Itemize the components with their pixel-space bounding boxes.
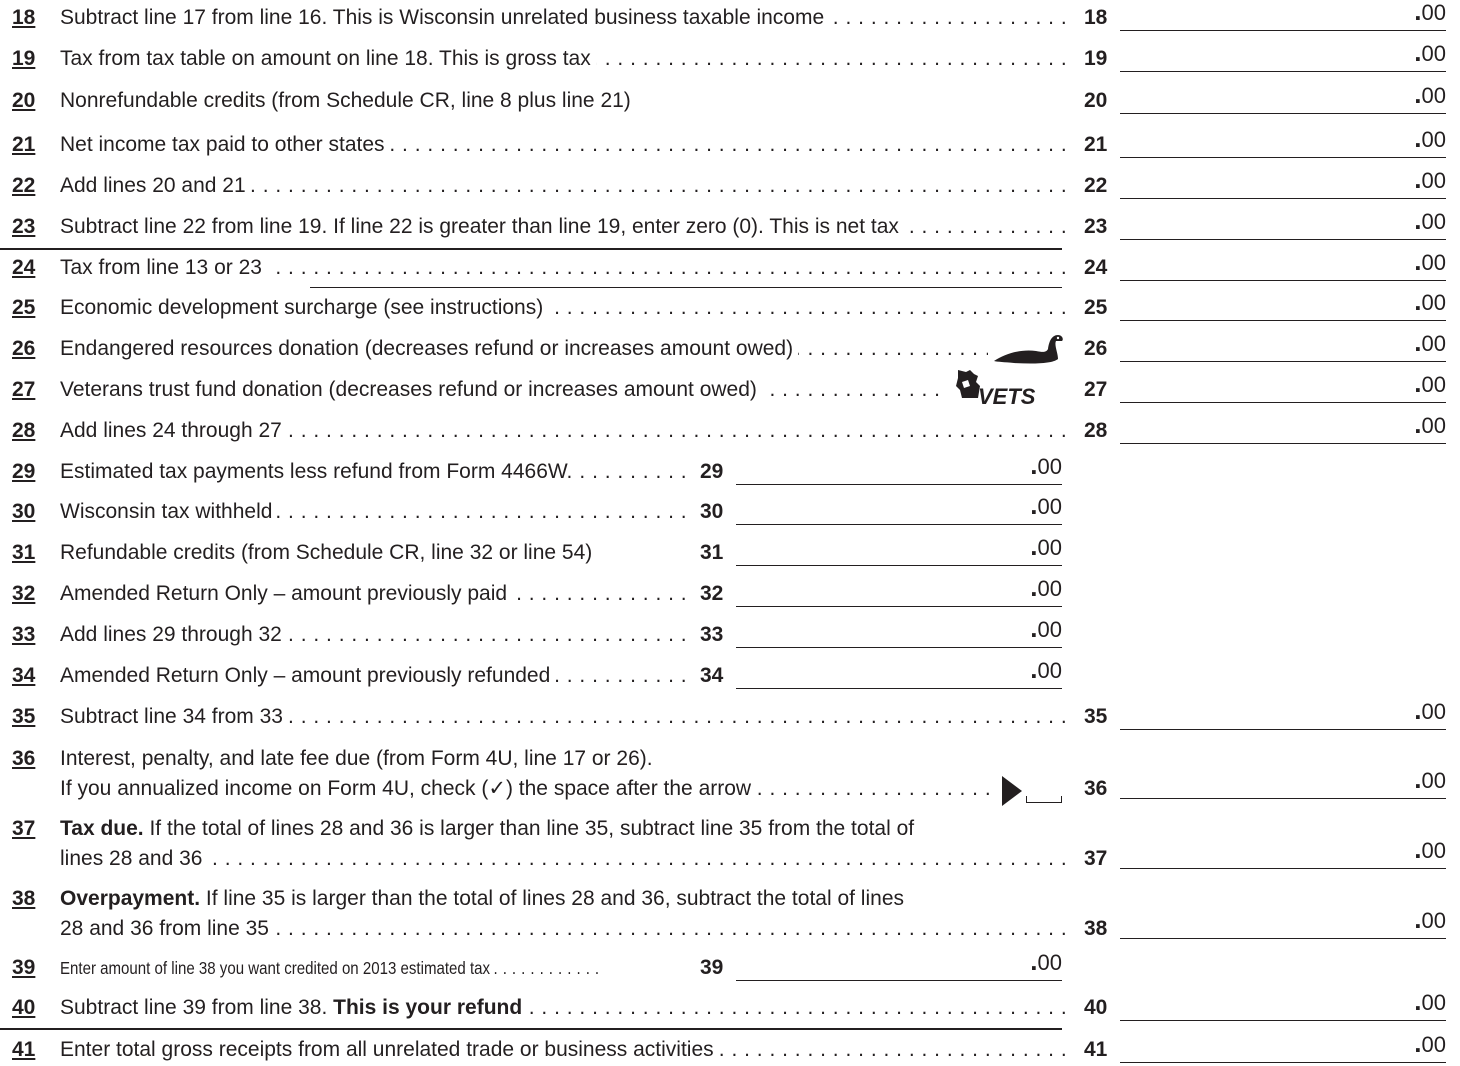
- amount-field-22[interactable]: .00: [1120, 174, 1446, 199]
- amount-field-32[interactable]: .00: [736, 582, 1062, 607]
- amount-field-19[interactable]: .00: [1120, 47, 1446, 72]
- line-number: 34: [12, 664, 36, 687]
- amount-field-35[interactable]: .00: [1120, 705, 1446, 730]
- amount-field-26[interactable]: .00: [1120, 337, 1446, 362]
- box-number: 22: [1084, 174, 1108, 197]
- line-number: 40: [12, 996, 36, 1019]
- box-number: 40: [1084, 996, 1108, 1019]
- amount-field-38[interactable]: .00: [1120, 914, 1446, 939]
- amount-field-18[interactable]: .00: [1120, 6, 1446, 31]
- line-description-cont: 28 and 36 from line 35: [60, 917, 274, 940]
- box-number: 25: [1084, 296, 1108, 319]
- amount-field-27[interactable]: .00: [1120, 378, 1446, 403]
- line-number: 32: [12, 582, 36, 605]
- amount-field-37[interactable]: .00: [1120, 844, 1446, 869]
- vets-logo-text: VETS: [978, 384, 1036, 409]
- line-description: Tax from tax table on amount on line 18. This is gross tax: [60, 47, 596, 70]
- box-number: 20: [1084, 89, 1108, 112]
- line-description: Nonrefundable credits (from Schedule CR, line 8 plus line 21): [60, 89, 636, 112]
- box-number: 27: [1084, 378, 1108, 401]
- line-description: Estimated tax payments less refund from Form 4466W.: [60, 460, 577, 483]
- line-description: Endangered resources donation (decreases refund or increases amount owed): [60, 337, 798, 360]
- box-number: 26: [1084, 337, 1108, 360]
- box-number: 33: [700, 623, 724, 646]
- box-number: 36: [1084, 777, 1108, 800]
- line-description: Interest, penalty, and late fee due (from Form 4U, line 17 or 26).: [60, 747, 658, 770]
- line-number: 25: [12, 296, 36, 319]
- line-description: Add lines 29 through 32: [60, 623, 287, 646]
- amount-field-34[interactable]: .00: [736, 664, 1062, 689]
- amount-field-28[interactable]: .00: [1120, 419, 1446, 444]
- box-number: 37: [1084, 847, 1108, 870]
- box-number: 38: [1084, 917, 1108, 940]
- line-number: 33: [12, 623, 36, 646]
- amount-field-30[interactable]: .00: [736, 500, 1062, 525]
- line-number: 20: [12, 89, 36, 112]
- box-number: 30: [700, 500, 724, 523]
- box-number: 41: [1084, 1038, 1108, 1061]
- box-number: 34: [700, 664, 724, 687]
- line-description: If line 35 is larger than the total of lines 28 and 36, subtract the total of lines: [200, 887, 904, 910]
- box-number: 18: [1084, 6, 1108, 29]
- line-description: Subtract line 39 from line 38.: [60, 996, 334, 1019]
- line-description: Add lines 20 and 21: [60, 174, 251, 197]
- tax-due-label: Tax due.: [60, 817, 144, 840]
- line-number: 19: [12, 47, 36, 70]
- amount-field-25[interactable]: .00: [1120, 296, 1446, 321]
- line-description: Tax from line 13 or 23: [60, 256, 267, 279]
- loon-icon: [992, 331, 1064, 365]
- amount-field-39[interactable]: .00: [736, 956, 1062, 981]
- line-number: 22: [12, 174, 36, 197]
- line-number: 38: [12, 887, 36, 910]
- box-number: 19: [1084, 47, 1108, 70]
- line-number: 35: [12, 705, 36, 728]
- cents-label: 00: [1421, 0, 1446, 25]
- amount-field-23[interactable]: .00: [1120, 215, 1446, 240]
- line-description: Amended Return Only – amount previously paid: [60, 582, 512, 605]
- box-number: 24: [1084, 256, 1108, 279]
- line-number: 18: [12, 6, 36, 29]
- box-number: 21: [1084, 133, 1108, 156]
- line-number: 39: [12, 956, 36, 979]
- line-number: 41: [12, 1038, 36, 1061]
- arrow-right-icon: [1000, 776, 1022, 806]
- line-number: 27: [12, 378, 36, 401]
- amount-field-31[interactable]: .00: [736, 541, 1062, 566]
- box-number: 23: [1084, 215, 1108, 238]
- annualized-checkbox[interactable]: [1026, 796, 1062, 803]
- line-number: 26: [12, 337, 36, 360]
- line-number: 30: [12, 500, 36, 523]
- line-number: 28: [12, 419, 36, 442]
- overpayment-label: Overpayment.: [60, 887, 201, 910]
- box-number: 35: [1084, 705, 1108, 728]
- amount-field-21[interactable]: .00: [1120, 133, 1446, 158]
- line-description: Add lines 24 through 27: [60, 419, 287, 442]
- line-description: Net income tax paid to other states: [60, 133, 390, 156]
- line-description: If the total of lines 28 and 36 is larger than line 35, subtract line 35 from the total of: [143, 817, 915, 840]
- box-number: 39: [700, 956, 724, 979]
- line-description-cont: If you annualized income on Form 4U, check (✓) the space after the arrow: [60, 777, 756, 800]
- box-number: 32: [700, 582, 724, 605]
- amount-field-24[interactable]: .00: [1120, 256, 1446, 281]
- amount-field-40[interactable]: .00: [1120, 996, 1446, 1021]
- line-description: Subtract line 22 from line 19. If line 22 is greater than line 19, enter zero (0). This is net tax: [60, 215, 904, 238]
- line-description: Wisconsin tax withheld: [60, 500, 277, 523]
- line-number: 29: [12, 460, 36, 483]
- amount-field-20[interactable]: .00: [1120, 89, 1446, 114]
- line-description: Enter total gross receipts from all unrelated trade or business activities: [60, 1038, 719, 1061]
- line-description: Veterans trust fund donation (decreases refund or increases amount owed): [60, 378, 762, 401]
- line-description: Subtract line 34 from 33: [60, 705, 288, 728]
- line-description: Enter amount of line 38 you want credited on 2013 estimated tax: [60, 958, 494, 978]
- line-number: 21: [12, 133, 36, 156]
- line-description-cont: lines 28 and 36: [60, 847, 207, 870]
- line-number: 24: [12, 256, 36, 279]
- amount-field-29[interactable]: .00: [736, 460, 1062, 485]
- amount-field-33[interactable]: .00: [736, 623, 1062, 648]
- line-description: Economic development surcharge (see instructions): [60, 296, 548, 319]
- line-description: Refundable credits (from Schedule CR, line 32 or line 54): [60, 541, 597, 564]
- section-divider: [0, 248, 1062, 250]
- amount-field-41[interactable]: .00: [1120, 1038, 1446, 1063]
- section-divider: [0, 1028, 1062, 1030]
- box-number: 31: [700, 541, 724, 564]
- amount-field-36[interactable]: .00: [1120, 774, 1446, 799]
- refund-label: This is your refund: [333, 996, 523, 1019]
- line-number: 37: [12, 817, 36, 840]
- line-number: 23: [12, 215, 36, 238]
- box-number: 29: [700, 460, 724, 483]
- line-description: Subtract line 17 from line 16. This is Wisconsin unrelated business taxable income: [60, 6, 829, 29]
- box-number: 28: [1084, 419, 1108, 442]
- line-number: 31: [12, 541, 36, 564]
- divider-line: [310, 287, 1062, 288]
- line-number: 36: [12, 747, 36, 770]
- line-description: Amended Return Only – amount previously refunded: [60, 664, 555, 687]
